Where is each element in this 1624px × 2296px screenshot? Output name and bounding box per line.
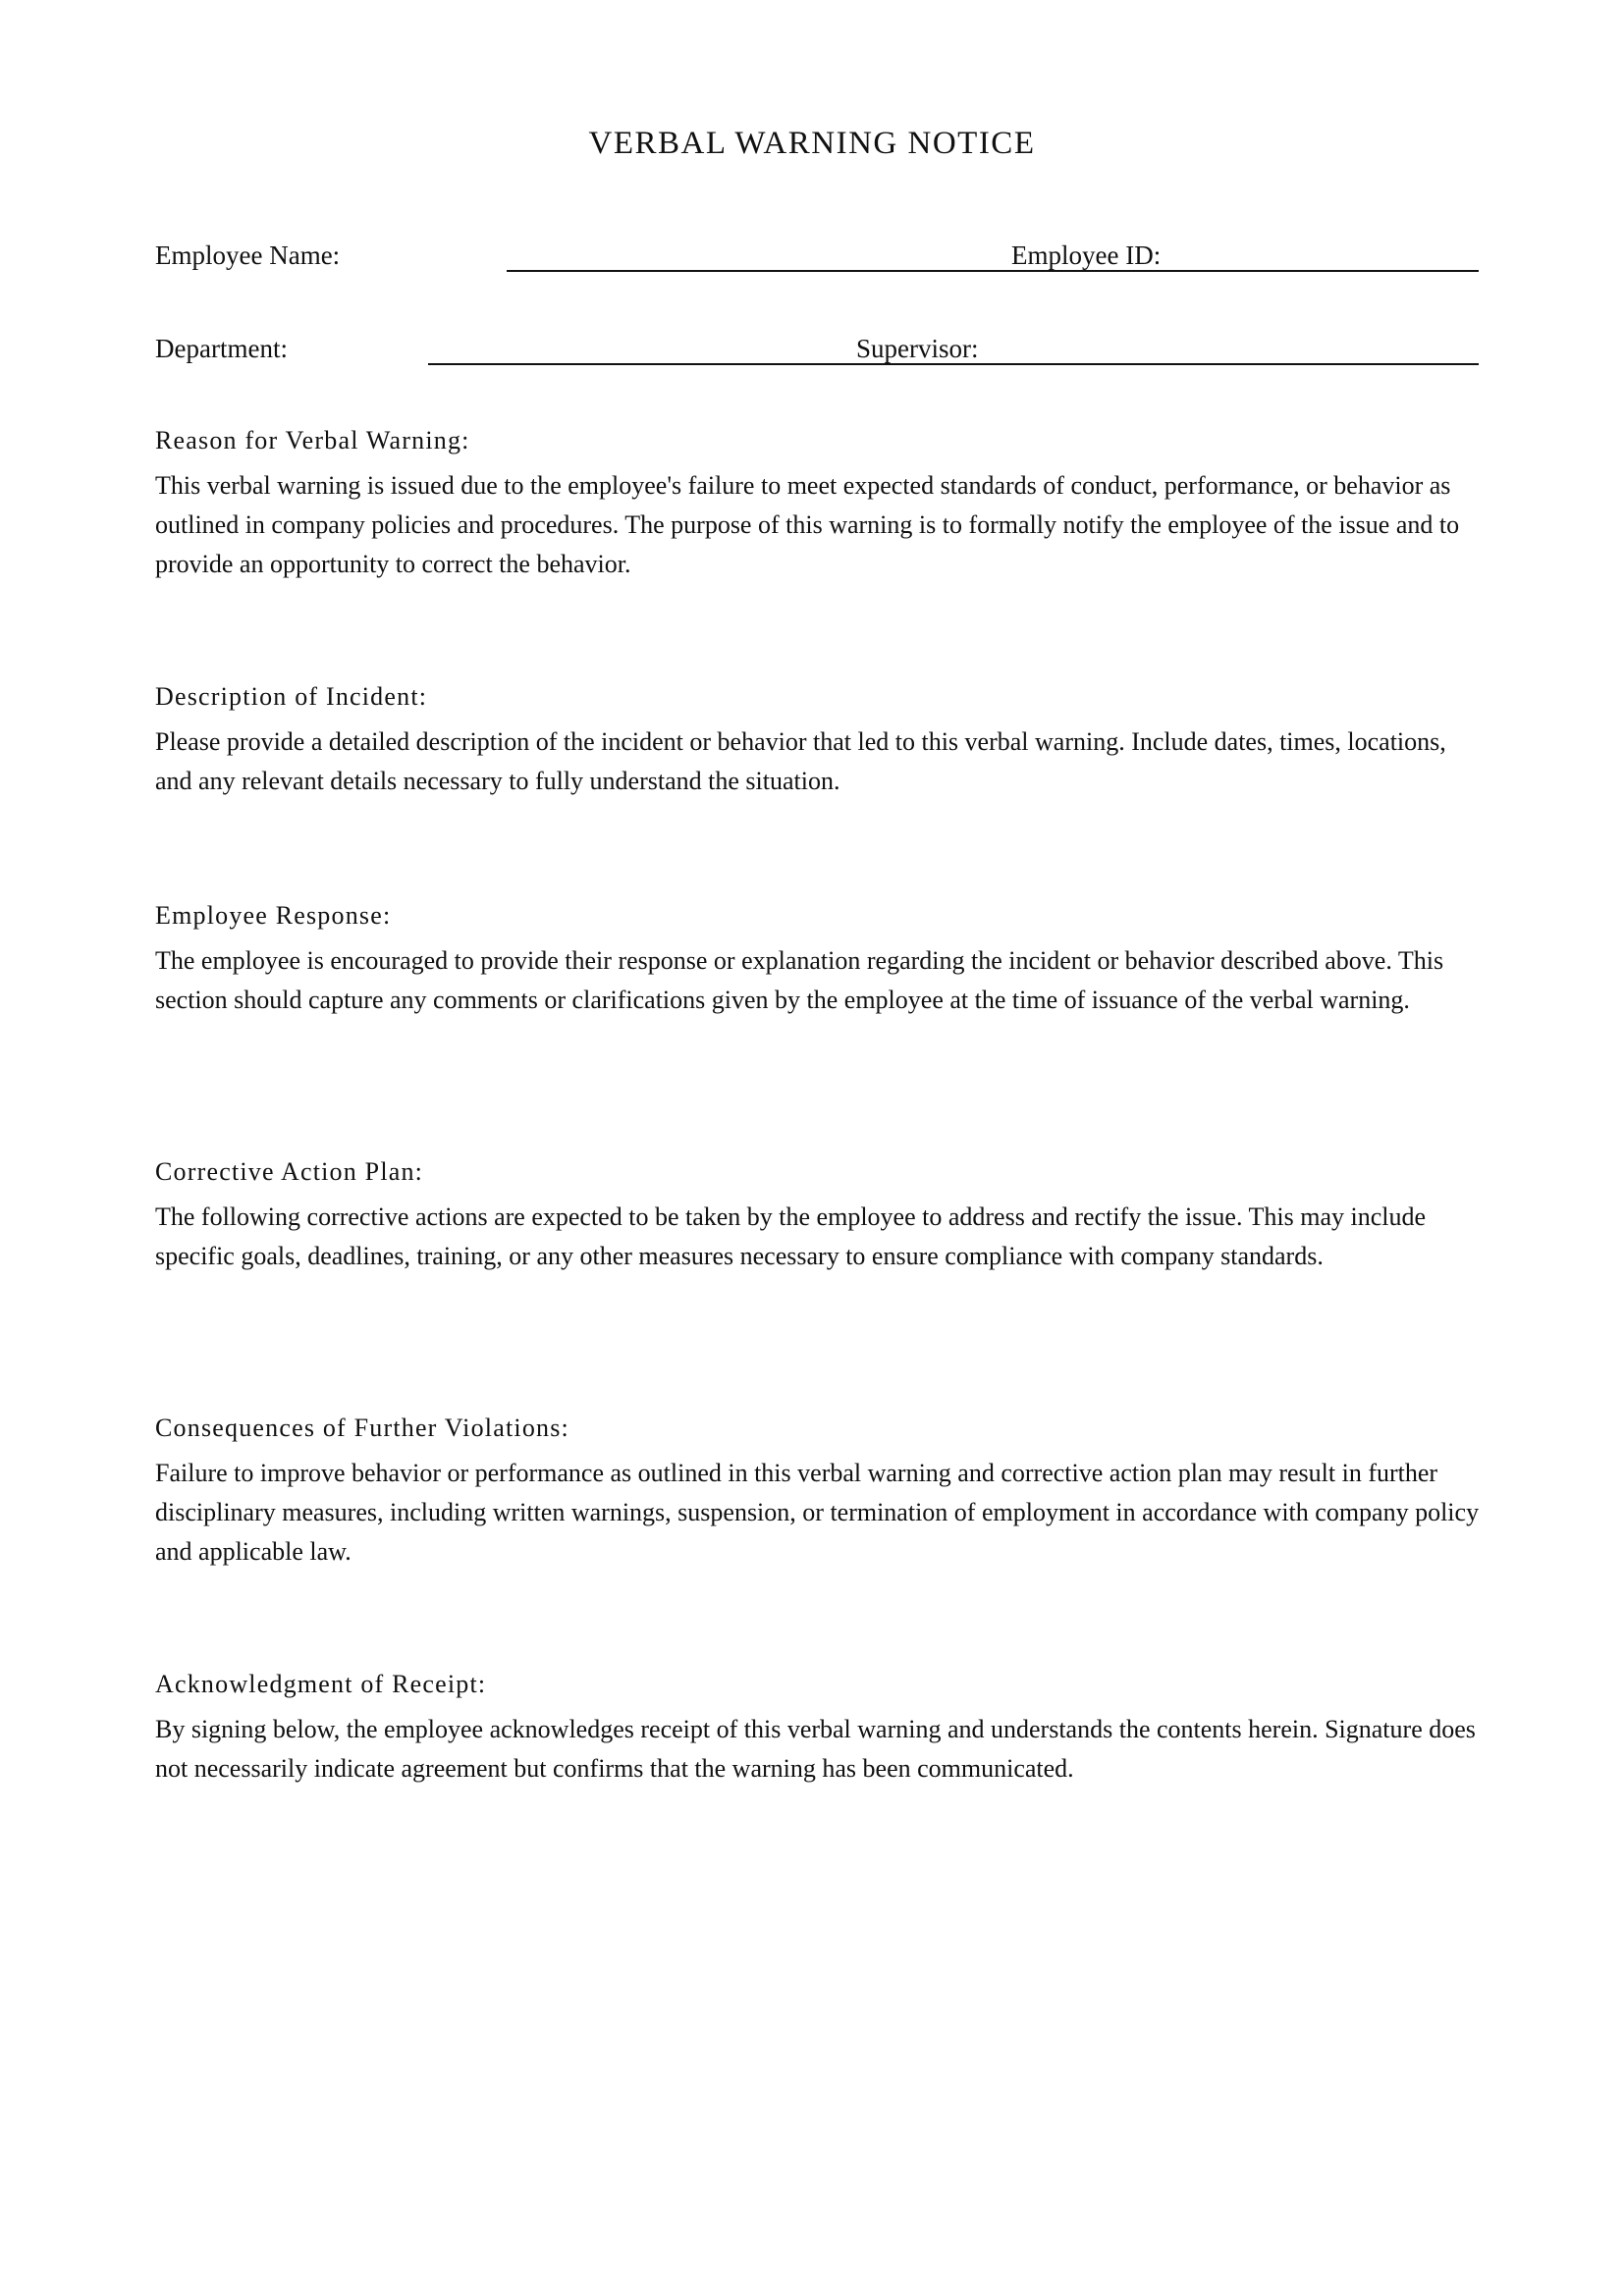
section-heading: Consequences of Further Violations:	[155, 1414, 569, 1442]
section-consequences	[155, 1413, 1481, 1572]
department-label: Department:	[155, 334, 288, 363]
employee-name-label: Employee Name:	[155, 240, 341, 270]
employee-id-label: Employee ID:	[1011, 240, 1162, 270]
document-title: VERBAL WARNING NOTICE	[588, 126, 1036, 161]
section-body: Failure to improve behavior or performance as outlined in this verbal warning and corrective action plan may result in further disciplinary measures, including written warnings, suspension, or termination of employment in accordance with company policy and applicable law.	[155, 1459, 1480, 1566]
section-body: The employee is encouraged to provide their response or explanation regarding the incident or behavior described above. This section should capture any comments or clarifications given by the employee at the time of issuance of the verbal warning.	[155, 946, 1444, 1014]
section-heading: Description of Incident:	[155, 682, 428, 711]
section-description	[155, 681, 1481, 801]
section-body: By signing below, the employee acknowledges receipt of this verbal warning and understands the contents herein. Signature does not necessarily indicate agreement but confirms that the warning has been communicated.	[155, 1715, 1476, 1783]
section-body: The following corrective actions are expected to be taken by the employee to address and rectify the issue. This may include specific goals, deadlines, training, or any other measures necessary to ensure compliance with company standards.	[155, 1202, 1427, 1270]
section-heading: Reason for Verbal Warning:	[155, 426, 470, 454]
section-heading: Employee Response:	[155, 901, 392, 930]
section-heading: Acknowledgment of Receipt:	[155, 1670, 487, 1698]
section-employee-response	[155, 900, 1481, 1020]
section-body: This verbal warning is issued due to the employee's failure to meet expected standards of conduct, performance, or behavior as outlined in company policies and procedures. The purpose of this warning is to formally notify the employee of the issue and to provide an opportunity to correct the behavior.	[155, 471, 1460, 578]
section-body: Please provide a detailed description of the incident or behavior that led to this verbal warning. Include dates, times, locations, and any relevant details necessary to fully understand the situation.	[155, 727, 1446, 795]
supervisor-label: Supervisor:	[856, 334, 979, 363]
section-heading: Corrective Action Plan:	[155, 1157, 424, 1186]
section-acknowledgment	[155, 1669, 1481, 1789]
section-corrective-action	[155, 1156, 1481, 1276]
employee-name-field[interactable]	[507, 270, 1479, 272]
section-reason	[155, 425, 1481, 584]
